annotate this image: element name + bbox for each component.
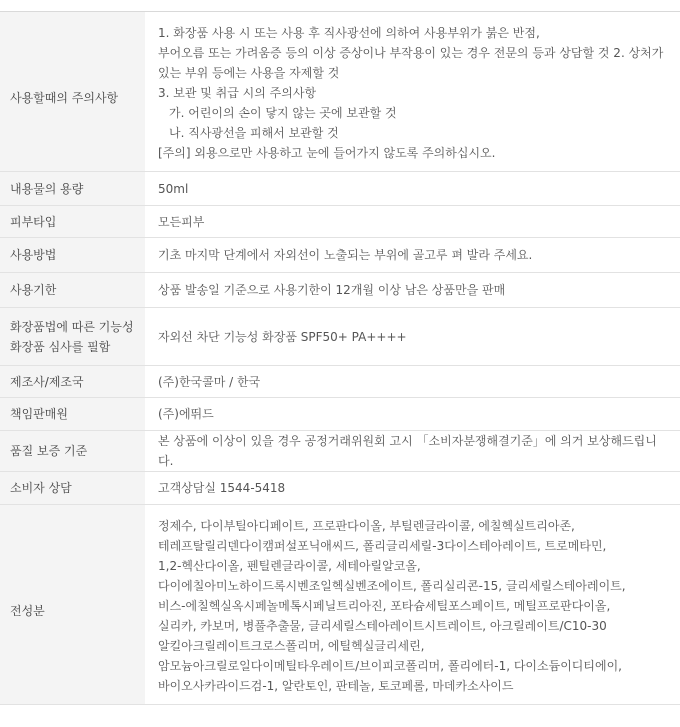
ingredient-line: 실리카, 카보머, 병풀추출물, 글리세릴스테아레이트시트레이트, 아크릴레이트/C10-30: [158, 619, 607, 633]
product-info-table: [0, 11, 680, 705]
precaution-line: 3. 보관 및 취급 시의 주의사항: [158, 86, 317, 100]
row-label-volume: 내용물의 용량: [0, 172, 145, 206]
table-row-manufacturer: [0, 366, 680, 398]
row-value-functional-cert: 자외선 차단 기능성 화장품 SPF50+ PA++++: [145, 308, 680, 366]
functional-cert-label-line: 화장품법에 따른 기능성: [10, 319, 134, 334]
precaution-line: 1. 화장품 사용 시 또는 사용 후 직사광선에 의하여 사용부위가 붉은 반점,: [158, 26, 540, 40]
row-value-seller: (주)에뛰드: [145, 398, 680, 431]
row-label-expiry: 사용기한: [0, 273, 145, 308]
row-value-quality-guarantee: 본 상품에 이상이 있을 경우 공정거래위원회 고시 「소비자분쟁해결기준」에 의거 보상해드립니다.: [145, 431, 680, 472]
table-row-seller: [0, 398, 680, 431]
table-row-ingredients: [0, 505, 680, 705]
precaution-line: 부어오름 또는 가려움증 등의 이상 증상이나 부작용이 있는 경우 전문의 등과 상담할 것 2. 상처가: [158, 46, 664, 60]
table-row-consumer-support: [0, 472, 680, 505]
ingredient-line: 바이오사카라이드검-1, 알란토인, 판테놀, 토코페롤, 마데카소사이드: [158, 679, 514, 693]
row-label-consumer-support: 소비자 상담: [0, 472, 145, 505]
row-value-expiry: 상품 발송일 기준으로 사용기한이 12개월 이상 남은 상품만을 판매: [145, 273, 680, 308]
storage-sub-item: 나. 직사광선을 피해서 보관할 것: [169, 126, 339, 140]
row-label-functional-cert: [0, 308, 145, 366]
ingredient-line: 알킬아크릴레이트크로스폴리머, 에틸헥실글리세린,: [158, 639, 425, 653]
precaution-line: 있는 부위 등에는 사용을 자제할 것: [158, 66, 340, 80]
row-value-manufacturer: (주)한국콜마 / 한국: [145, 366, 680, 398]
storage-sub-item: 가. 어린이의 손이 닿지 않는 곳에 보관할 것: [169, 106, 397, 120]
row-label-skin-type: 피부타입: [0, 206, 145, 238]
ingredient-line: 정제수, 다이부틸아디페이트, 프로판다이올, 부틸렌글라이콜, 에칠헥실트리아존,: [158, 519, 575, 533]
row-label-manufacturer: 제조사/제조국: [0, 366, 145, 398]
table-row-functional-cert: [0, 308, 680, 366]
table-row-expiry: [0, 273, 680, 308]
precaution-note: [주의] 외용으로만 사용하고 눈에 들어가지 않도록 주의하십시오.: [158, 146, 496, 160]
table-row-volume: [0, 172, 680, 206]
table-row-precautions: [0, 12, 680, 172]
row-label-precautions: 사용할때의 주의사항: [0, 12, 145, 172]
ingredient-line: 테레프탈릴리덴다이캠퍼설포닉애씨드, 폴리글리세릴-3다이스테아레이트, 트로메타민,: [158, 539, 607, 553]
row-value-skin-type: 모든피부: [145, 206, 680, 238]
row-value-usage: 기초 마지막 단계에서 자외선이 노출되는 부위에 골고루 펴 발라 주세요.: [145, 238, 680, 273]
table-row-skin-type: [0, 206, 680, 238]
ingredient-line: 암모늄아크릴로일다이메틸타우레이트/브이피코폴리머, 폴리에터-1, 다이소듐이디티에이,: [158, 659, 622, 673]
row-label-quality-guarantee: 품질 보증 기준: [0, 431, 145, 472]
row-label-usage: 사용방법: [0, 238, 145, 273]
row-value-volume: 50ml: [145, 172, 680, 206]
ingredient-line: 다이에칠아미노하이드록시벤조일헥실벤조에이트, 폴리실리콘-15, 글리세릴스테아레이트,: [158, 579, 626, 593]
ingredient-line: 1,2-헥산다이올, 펜틸렌글라이콜, 세테아릴알코올,: [158, 559, 421, 573]
row-value-precautions: [145, 12, 680, 172]
table-row-usage: [0, 238, 680, 273]
row-label-ingredients: 전성분: [0, 505, 145, 705]
row-value-consumer-support: 고객상담실 1544-5418: [145, 472, 680, 505]
ingredient-line: 비스-에칠헥실옥시페놀메톡시페닐트리아진, 포타슘세틸포스페이트, 메틸프로판다이올,: [158, 599, 611, 613]
table-row-quality-guarantee: [0, 431, 680, 472]
functional-cert-label-line: 화장품 심사를 필함: [10, 339, 111, 354]
row-value-ingredients: [145, 505, 680, 705]
row-label-seller: 책임판매원: [0, 398, 145, 431]
